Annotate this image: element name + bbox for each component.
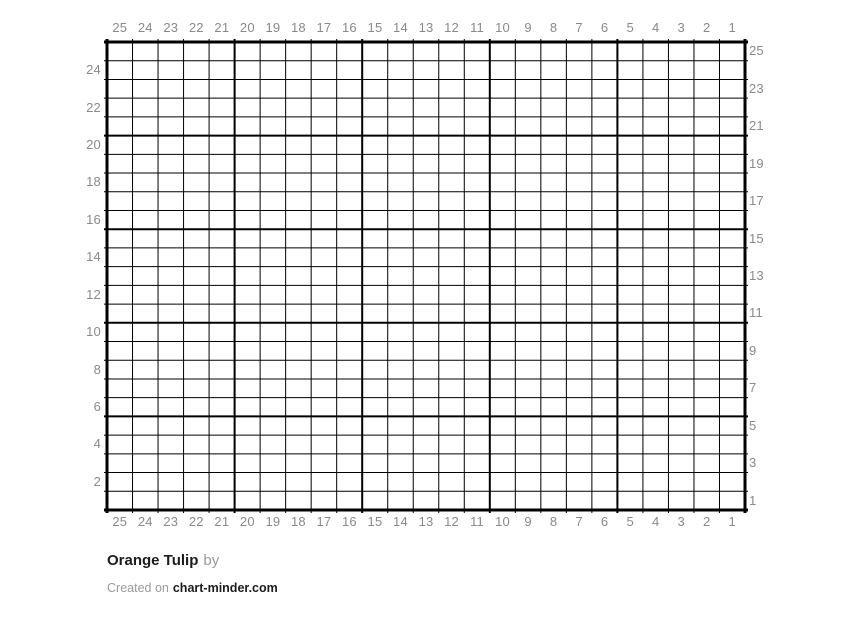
column-label-bottom: 25 (112, 514, 128, 529)
column-label-bottom: 21 (214, 514, 230, 529)
row-label-right: 7 (749, 380, 757, 396)
column-label-bottom: 1 (728, 514, 736, 529)
column-label-bottom: 18 (290, 514, 306, 529)
column-label-top: 19 (265, 20, 281, 35)
row-label-left: 8 (93, 361, 101, 377)
row-label-right: 25 (749, 43, 764, 59)
row-label-right: 15 (749, 230, 764, 246)
created-prefix: Created on (107, 581, 169, 595)
row-label-left: 10 (86, 324, 101, 340)
chart-title: Orange Tulip (107, 552, 199, 569)
column-label-bottom: 2 (703, 514, 711, 529)
chart-title-line (107, 551, 278, 571)
column-label-bottom: 15 (367, 514, 383, 529)
column-label-bottom: 22 (188, 514, 204, 529)
column-label-bottom: 4 (651, 514, 660, 529)
column-label-top: 9 (524, 20, 532, 35)
column-label-top: 11 (470, 20, 484, 35)
row-label-left: 16 (86, 211, 101, 227)
column-label-top: 25 (112, 20, 128, 35)
column-label-bottom: 19 (265, 514, 281, 529)
row-label-right: 19 (749, 155, 764, 171)
column-label-bottom: 17 (316, 514, 332, 529)
row-label-right: 1 (749, 492, 757, 508)
column-label-top: 21 (214, 20, 230, 35)
column-label-bottom: 14 (393, 514, 408, 529)
row-label-left: 12 (86, 286, 101, 302)
column-label-top: 16 (342, 20, 357, 35)
column-label-top: 5 (626, 20, 634, 35)
row-label-left: 22 (86, 99, 101, 115)
row-label-right: 11 (749, 305, 763, 321)
column-label-top: 12 (444, 20, 459, 35)
column-label-bottom: 11 (470, 514, 484, 529)
column-label-top: 3 (677, 20, 685, 35)
row-label-right: 3 (749, 455, 757, 471)
column-label-bottom: 9 (524, 514, 532, 529)
site-name: chart-minder.com (172, 581, 278, 595)
column-label-bottom: 8 (549, 514, 558, 529)
column-label-bottom: 6 (600, 514, 609, 529)
row-label-right: 5 (749, 417, 757, 433)
column-label-bottom: 13 (418, 514, 434, 529)
row-label-right: 23 (749, 80, 764, 96)
row-label-right: 9 (749, 342, 757, 358)
chart-grid (104, 39, 748, 513)
column-label-top: 20 (239, 20, 255, 35)
row-label-right: 13 (749, 268, 764, 283)
column-label-top: 17 (316, 20, 332, 35)
column-label-bottom: 5 (626, 514, 634, 529)
row-label-right: 17 (749, 193, 764, 209)
chart-byline: by (203, 552, 220, 569)
column-label-bottom: 10 (495, 514, 510, 529)
column-label-top: 15 (367, 20, 383, 35)
column-label-top: 10 (495, 20, 510, 35)
column-label-bottom: 20 (239, 514, 255, 529)
row-label-left: 14 (86, 249, 101, 265)
row-label-left: 6 (93, 399, 101, 415)
column-label-top: 1 (728, 20, 736, 35)
column-label-top: 2 (703, 20, 711, 35)
created-line (107, 580, 278, 596)
column-label-top: 7 (575, 20, 583, 35)
column-label-bottom: 12 (444, 514, 459, 529)
column-label-top: 18 (290, 20, 306, 35)
column-label-top: 4 (651, 20, 660, 35)
column-label-top: 13 (418, 20, 434, 35)
row-label-left: 20 (86, 136, 101, 152)
column-label-top: 6 (600, 20, 609, 35)
row-label-left: 4 (93, 436, 101, 452)
row-label-left: 2 (93, 473, 101, 489)
column-label-top: 8 (549, 20, 558, 35)
column-label-bottom: 23 (163, 514, 179, 529)
column-label-top: 24 (137, 20, 153, 35)
column-label-bottom: 16 (342, 514, 357, 529)
row-label-right: 21 (749, 118, 764, 134)
row-label-left: 24 (86, 62, 101, 78)
column-label-top: 22 (188, 20, 204, 35)
row-label-left: 18 (86, 174, 101, 190)
column-label-top: 14 (393, 20, 408, 35)
column-label-top: 23 (163, 20, 179, 35)
column-label-bottom: 7 (575, 514, 583, 529)
column-label-bottom: 24 (137, 514, 153, 529)
column-label-bottom: 3 (677, 514, 685, 529)
chart-footer (107, 551, 278, 596)
